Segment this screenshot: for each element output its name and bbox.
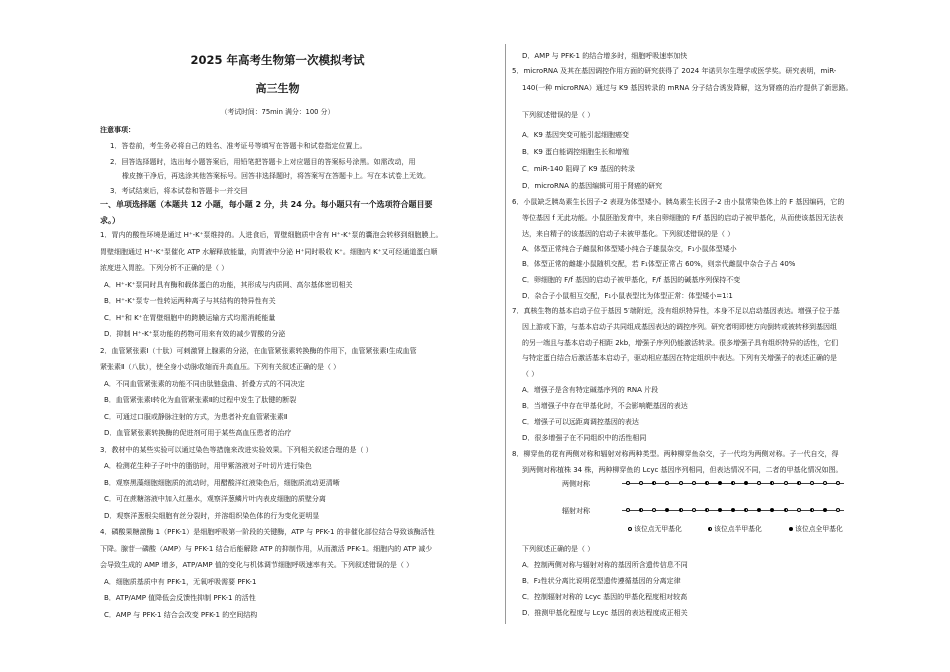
answer-option: B．H⁺-K⁺泵专一性转运两种离子与其结构的特异性有关 [104, 297, 276, 305]
question-text: 与特定蛋白结合后激活基本启动子，驱动相应基因在特定组织中表达。下列有关增强子的表述正确的是 [522, 354, 837, 362]
methylation-site-none [679, 481, 683, 485]
question-text: 2．血管紧张素Ⅰ（十肽）可刺激肾上腺素的分泌，在血管紧张素转换酶的作用下，血管紧张素Ⅰ生成血管 [100, 346, 417, 355]
answer-option: D．血管紧张素转换酶的促进剂可用于某些高血压患者的治疗 [104, 429, 292, 437]
answer-option: A．K9 基因突变可能引起细胞癌变 [522, 131, 630, 139]
notes-heading: 注意事项： [100, 126, 135, 134]
row-label-bilateral: 两侧对称 [562, 480, 590, 488]
answer-option: B．F₂性状分离比说明花型遗传遵循基因的分离定律 [522, 577, 681, 585]
answer-option: B．ATP/AMP 值降低会反馈性抑制 PFK-1 的活性 [104, 594, 256, 602]
exam-title: 2025 年高考生物第一次模拟考试 [190, 53, 365, 67]
answer-option: C．AMP 与 PFK-1 结合会改变 PFK-1 的空间结构 [104, 610, 258, 619]
answer-option: A．细胞质基质中有 PFK-1，无氧呼吸需要 PFK-1 [104, 577, 257, 586]
exam-info: （考试时间：75min 满分：100 分） [220, 108, 335, 116]
answer-option: C．可通过口服或静脉注射的方式，为患者补充血管紧张素Ⅱ [104, 412, 288, 421]
question-text: 3．教材中的某些实验可以通过染色等措施来改进实验效果。下列相关叙述合理的是（ ） [100, 445, 373, 454]
answer-option: D．杂合子小鼠相互交配，F₁小鼠表型比为体型正常：体型矮小=1∶1 [522, 292, 733, 300]
methylation-site-full [731, 508, 735, 512]
methylation-site-half [639, 508, 643, 512]
methylation-site-half [705, 481, 709, 485]
answer-option: C．增强子可以远距离调控基因的表达 [522, 418, 639, 426]
note-item: 3．考试结束后，将本试卷和答题卡一并交回 [110, 187, 248, 195]
methylation-site-full [718, 508, 722, 512]
methylation-site-none [810, 481, 814, 485]
answer-option: B．K9 蛋白能调控细胞生长和增殖 [522, 148, 630, 156]
question-text: 等位基因 f 无此功能。小鼠胚胎发育中，来自卵细胞的 F/f 基因的启动子被甲基化，从而使该基因无法表 [522, 214, 844, 222]
answer-option: A．H⁺-K⁺泵同时具有酶和载体蛋白的功能，其形成与内质网、高尔基体密切相关 [104, 280, 353, 289]
answer-option: D．AMP 与 PFK-1 的结合增多时，细胞呼吸速率加快 [522, 52, 688, 60]
methylation-site-none [836, 508, 840, 512]
question-text: 1．胃内的酸性环境是通过 H⁺-K⁺泵维持的。人进食后，胃壁细胞质中含有 H⁺-K⁺泵的囊泡会转移到细胞膜上。 [100, 231, 443, 239]
question-text: 下列叙述正确的是（ ） [522, 545, 595, 553]
methylation-site-none [784, 481, 788, 485]
answer-option: A．控制两侧对称与辐射对称的基因所含遗传信息不同 [522, 561, 688, 569]
question-text: 到两侧对称植株 34 株，两种柳穿鱼的 Lcyc 基因序列相同，但表达情况不同，二者的甲基化情况如图。 [522, 466, 843, 474]
legend-label: 该位点无甲基化 [634, 525, 682, 533]
legend-label: 该位点半甲基化 [714, 525, 762, 533]
question-text: 紧张素Ⅱ（八肽），使全身小动脉收缩而升高血压。下列有关叙述正确的是（ ） [100, 363, 341, 371]
methylation-site-full [665, 508, 669, 512]
row-label-radial: 辐射对称 [562, 507, 590, 515]
answer-option: B．体型正常的雌雄小鼠随机交配，若 F₁体型正常占 60%，则亲代雌鼠中杂合子占 40% [522, 260, 796, 268]
methylation-site-full [718, 481, 722, 485]
half-circle-icon [708, 527, 712, 531]
methylation-site-full [770, 508, 774, 512]
methylation-site-none [665, 481, 669, 485]
methylation-site-none [692, 481, 696, 485]
answer-option: A．增强子是含有特定碱基序列的 RNA 片段 [522, 386, 659, 394]
answer-option: B．观察黑藻细胞细胞质的流动时，用醋酸洋红液染色后，细胞质流动更清晰 [104, 478, 340, 487]
answer-option: D．抑制 H⁺-K⁺泵功能的药物可用来有效的减少胃酸的分泌 [104, 330, 286, 338]
methylation-site-half [784, 508, 788, 512]
answer-option: C．控制辐射对称的 Lcyc 基因的甲基化程度相对较高 [522, 593, 688, 601]
question-text: 的另一端且与基本启动子相距 2kb，增强子序列仍能激活转录。很多增强子具有组织特异的活性，它们 [522, 339, 839, 347]
answer-option: D．很多增强子在不同组织中的活性相同 [522, 434, 647, 442]
filled-circle-icon [789, 527, 793, 531]
answer-option: D．观察洋葱根尖细胞有丝分裂时，并溶组织染色体的行为变化更明显 [104, 511, 320, 520]
methylation-diagram [512, 474, 857, 536]
question-text: 5．microRNA 及其在基因调控作用方面的研究获得了 2024 年诺贝尔生理学或医学奖。研究表明，miR- [512, 67, 837, 75]
note-item: 2．回答选择题时，选出每小题答案后，用铅笔把答题卡上对应题目的答案标号涂黑。如需改动，用 [110, 158, 416, 166]
note-item: 橡皮擦干净后，再选涂其他答案标号。回答非选择题时，将答案写在答题卡上。写在本试卷上无效。 [122, 172, 430, 180]
legend-label: 该位点全甲基化 [795, 525, 843, 533]
question-text: （ ） [522, 370, 539, 378]
methylation-site-half [770, 481, 774, 485]
answer-option: B．当增强子中存在甲基化时，不会影响靶基因的表达 [522, 402, 688, 410]
legend-full [789, 523, 843, 533]
question-text: 8．柳穿鱼的花有两侧对称和辐射对称两种类型。两种柳穿鱼杂交，子一代均为两侧对称。子一代自交，得 [512, 450, 839, 458]
methylation-site-none [652, 508, 656, 512]
section-heading: 一、单项选择题（本题共 12 小题，每小题 2 分，共 24 分。每小题只有一个选项符合题目要 [100, 200, 433, 209]
question-text: 140(一种 microRNA）通过与 K9 基因转录的 mRNA 分子结合诱发降解，这为肾癌的治疗提供了新思路。 [522, 84, 853, 92]
answer-option: A．检测花生种子子叶中的脂肪时，用甲紫溶液对子叶切片进行染色 [104, 462, 312, 470]
question-text: 下列叙述错误的是（ ） [522, 111, 595, 119]
methylation-site-half [679, 508, 683, 512]
methylation-site-none [823, 481, 827, 485]
question-text: 达，来自精子的该基因的启动子未被甲基化。下列叙述错误的是（ ） [522, 230, 735, 238]
answer-option: D．推测甲基化程度与 Lcyc 基因的表达程度成正相关 [522, 609, 688, 617]
question-text: 会导致生成的 AMP 增多，ATP/AMP 值的变化与机体调节细胞呼吸速率有关。下列叙述错误的是（ ） [100, 561, 414, 569]
methylation-site-half [797, 481, 801, 485]
methylation-site-half [731, 481, 735, 485]
question-text: 6．小鼠缺乏胰岛素生长因子-2 表现为体型矮小。胰岛素生长因子-2 由小鼠常染色体上的 F 基因编码，它的 [512, 198, 845, 206]
site-row-bilateral [622, 481, 844, 487]
methylation-site-none [692, 508, 696, 512]
methylation-site-full [823, 508, 827, 512]
exam-subtitle: 高三生物 [255, 82, 300, 95]
methylation-site-none [626, 481, 630, 485]
question-text: 浓度进入胃腔。下列分析不正确的是（ ） [100, 264, 229, 272]
methylation-site-half [705, 508, 709, 512]
site-row-radial [622, 508, 844, 514]
legend-none [628, 523, 682, 533]
answer-option: C．可在蔗糖溶液中加入红墨水，观察洋葱鳞片叶内表皮细胞的质壁分离 [104, 495, 326, 503]
answer-option: B．血管紧张素Ⅰ转化为血管紧张素Ⅱ的过程中发生了肽键的断裂 [104, 396, 297, 404]
methylation-site-none [639, 481, 643, 485]
legend-half [708, 523, 762, 533]
methylation-site-none [797, 508, 801, 512]
section-heading-cont: 求。） [100, 216, 120, 225]
note-item: 1．答卷前，考生务必将自己的姓名、准考证号等填写在答题卡和试卷指定位置上。 [110, 142, 367, 150]
answer-option: C．H⁺和 K⁺在胃壁细胞中的跨膜运输方式均需消耗能量 [104, 313, 276, 322]
methylation-site-half [652, 481, 656, 485]
answer-option: D．microRNA 的基因编辑可用于肾癌的研究 [522, 182, 663, 190]
question-text: 4．磷酸果糖激酶 1（PFK-1）是细胞呼吸第一阶段的关键酶，ATP 与 PFK-1 的非催化部位结合导致该酶活性 [100, 528, 435, 536]
question-text: 下降。腺苷一磷酸（AMP）与 PFK-1 结合后能解除 ATP 的抑制作用，从而激活 PFK-1。细胞内的 ATP 减少 [100, 544, 433, 553]
column-divider [505, 44, 506, 624]
question-text: 因上游或下游，与基本启动子共同组成基因表达的调控序列。研究者明即使方向倒转或被转移到基因组 [522, 323, 837, 331]
answer-option: A．体型正常纯合子雌鼠和体型矮小纯合子雄鼠杂交，F₁小鼠体型矮小 [522, 245, 737, 253]
methylation-site-half [810, 508, 814, 512]
methylation-site-none [836, 481, 840, 485]
question-text: 胃壁细胞通过 H⁺-K⁺泵催化 ATP 水解释放能量，向胃液中分泌 H⁺同时吸收 K⁺。细胞内 K⁺又可经通道蛋白顺 [100, 247, 438, 256]
answer-option: A．不同血管紧张素的功能不同由肽链盘曲、折叠方式的不同决定 [104, 379, 305, 388]
methylation-site-none [757, 481, 761, 485]
answer-option: C．miR-140 阻碍了 K9 基因的转录 [522, 165, 635, 173]
methylation-site-none [626, 508, 630, 512]
methylation-site-full [744, 481, 748, 485]
answer-option: C．卵细胞的 F/f 基因的启动子被甲基化，F/f 基因的碱基序列保持不变 [522, 276, 741, 284]
open-circle-icon [628, 527, 632, 531]
methylation-site-half [744, 508, 748, 512]
methylation-site-full [757, 508, 761, 512]
question-text: 7．真核生物的基本启动子位于基因 5′端附近，没有组织特异性，本身不足以启动基因表达。增强子位于基 [512, 307, 840, 315]
